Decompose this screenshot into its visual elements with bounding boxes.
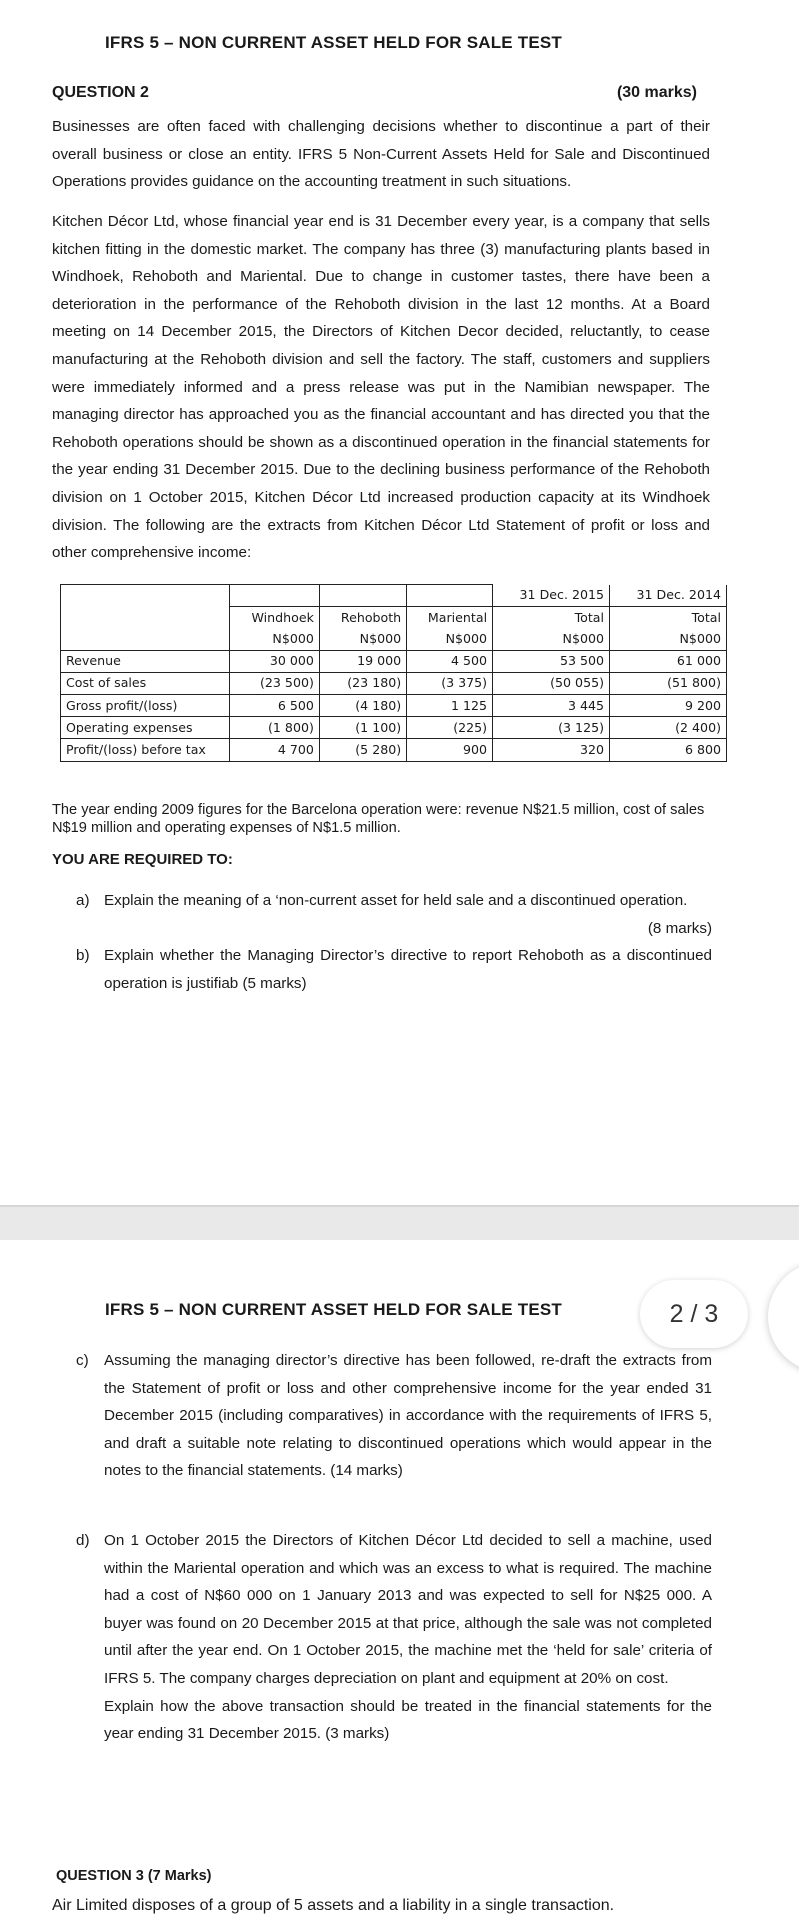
page-title: IFRS 5 – NON CURRENT ASSET HELD FOR SALE TEST (105, 33, 563, 52)
question-3-text: Air Limited disposes of a group of 5 assets and a liability in a single transaction. (52, 1897, 615, 1914)
page-indicator: 2 / 3 (640, 1280, 748, 1348)
table-cell-empty (319, 585, 406, 607)
table-cell-empty (61, 628, 230, 650)
row-label: Gross profit/(loss) (61, 694, 230, 716)
question-item-b (76, 942, 712, 997)
intro-paragraph: Businesses are often faced with challenging decisions whether to discontinue a part of their overall business or close an entity. IFRS 5 Non-Current Assets Held for Sale and Discontinued Operations provides guidance on the accounting treatment in such situations. (52, 118, 710, 191)
cell-total-2014: (51 800) (610, 672, 727, 694)
question-2-header (52, 84, 697, 102)
unit-total-2014: N$000 (610, 628, 727, 650)
page-separator (0, 1205, 799, 1242)
table-cell-empty (407, 585, 493, 607)
cell-windhoek: (23 500) (230, 672, 320, 694)
table-row (61, 717, 727, 739)
row-label: Revenue (61, 650, 230, 672)
item-marker: a) (76, 892, 90, 909)
cell-rehoboth: 19 000 (319, 650, 406, 672)
required-heading: YOU ARE REQUIRED TO: (52, 851, 233, 868)
cell-total-2014: 9 200 (610, 694, 727, 716)
unit-windhoek: N$000 (230, 628, 320, 650)
table-row-columns (61, 607, 727, 629)
cell-total-2015: (3 125) (493, 717, 610, 739)
item-a-marks: (8 marks) (647, 919, 712, 937)
table-cell-empty (61, 607, 230, 629)
question-item-c (76, 1347, 712, 1485)
item-c-text: Assuming the managing director’s directive has been followed, re-draft the extracts from the Statement of profit or loss and other comprehensive income for the year ended 31 December 2015 (including comparatives) in accordance with the requirements of IFRS 5, and draft a suitable note relating to discontinued operations which would appear in the notes to the financial statements. (14 marks) (104, 1352, 712, 1480)
question-marks: (30 marks) (616, 84, 697, 101)
page-title: IFRS 5 – NON CURRENT ASSET HELD FOR SALE TEST (105, 1300, 563, 1319)
col-mariental: Mariental (407, 607, 493, 629)
question-label: QUESTION 2 (52, 84, 149, 101)
cell-windhoek: 4 700 (230, 739, 320, 761)
table-cell-empty (230, 585, 320, 607)
unit-rehoboth: N$000 (319, 628, 406, 650)
table-row (61, 694, 727, 716)
cell-total-2015: 53 500 (493, 650, 610, 672)
table-row (61, 739, 727, 761)
cell-total-2014: 61 000 (610, 650, 727, 672)
question-3-heading: QUESTION 3 (7 Marks) (56, 1868, 212, 1884)
cell-mariental: (225) (407, 717, 493, 739)
row-label: Operating expenses (61, 717, 230, 739)
item-marker: b) (76, 947, 90, 964)
item-marker: c) (76, 1352, 89, 1369)
cell-total-2014: 6 800 (610, 739, 727, 761)
scenario-paragraph: Kitchen Décor Ltd, whose financial year end is 31 December every year, is a company that sells kitchen fitting in the domestic market. The company has three (3) manufacturing plants based in Windhoek, Rehoboth and Mariental. Due to change in customer tastes, there have been a deterioration in the performance of the Rehoboth division in the last 12 months. At a Board meeting on 14 December 2015, the Directors of Kitchen Decor decided, reluctantly, to cease manufacturing at the Rehoboth division and sell the factory. The staff, customers and suppliers were immediately informed and a press release was put in the Namibian newspaper. The managing director has approached you as the financial accountant and has directed you that the Rehoboth operations should be shown as a discontinued operation in the financial statements for the year ending 31 December 2015. Due to the declining business performance of the Rehoboth division on 1 October 2015, Kitchen Décor Ltd increased production capacity at its Windhoek division. The following are the extracts from Kitchen Décor Ltd Statement of profit or loss and other comprehensive income: (52, 213, 710, 562)
item-a-text: Explain the meaning of a ‘non-current asset for held sale and a discontinued operation. (104, 892, 688, 909)
cell-rehoboth: (1 100) (319, 717, 406, 739)
row-label: Cost of sales (61, 672, 230, 694)
cell-rehoboth: (23 180) (319, 672, 406, 694)
cell-total-2015: 320 (493, 739, 610, 761)
unit-mariental: N$000 (407, 628, 493, 650)
cell-windhoek: 6 500 (230, 694, 320, 716)
cell-rehoboth: (5 280) (319, 739, 406, 761)
question-item-d (76, 1527, 712, 1748)
question-item-a (76, 887, 712, 942)
financial-extract-table (60, 584, 727, 762)
cell-mariental: 900 (407, 739, 493, 761)
cell-rehoboth: (4 180) (319, 694, 406, 716)
cell-total-2014: (2 400) (610, 717, 727, 739)
col-total-2014: Total (610, 607, 727, 629)
table-row (61, 672, 727, 694)
item-marker: d) (76, 1532, 90, 1549)
cell-mariental: (3 375) (407, 672, 493, 694)
col-total-2015: Total (493, 607, 610, 629)
cell-total-2015: (50 055) (493, 672, 610, 694)
col-rehoboth: Rehoboth (319, 607, 406, 629)
item-d-text-2: Explain how the above transaction should be treated in the financial statements for the year ending 31 December 2015. (3 marks) (104, 1697, 712, 1743)
period-2014: 31 Dec. 2014 (610, 585, 727, 607)
period-2015: 31 Dec. 2015 (493, 585, 610, 607)
col-windhoek: Windhoek (230, 607, 320, 629)
cell-mariental: 4 500 (407, 650, 493, 672)
unit-total-2015: N$000 (493, 628, 610, 650)
table-cell-empty (61, 585, 230, 607)
cell-total-2015: 3 445 (493, 694, 610, 716)
cell-windhoek: 30 000 (230, 650, 320, 672)
table-row-units (61, 628, 727, 650)
row-label: Profit/(loss) before tax (61, 739, 230, 761)
cell-windhoek: (1 800) (230, 717, 320, 739)
table-row (61, 650, 727, 672)
barcelona-note: The year ending 2009 figures for the Barcelona operation were: revenue N$21.5 million, cost of sales N$19 million and operating expenses of N$1.5 million. (52, 802, 705, 836)
table-row-periods (61, 585, 727, 607)
cell-mariental: 1 125 (407, 694, 493, 716)
item-b-text: Explain whether the Managing Director’s directive to report Rehoboth as a discontinued operation is justifiab (5 marks) (104, 947, 712, 992)
item-d-text: On 1 October 2015 the Directors of Kitchen Décor Ltd decided to sell a machine, used within the Mariental operation and which was an excess to what is required. The machine had a cost of N$60 000 on 1 January 2013 and was expected to sell for N$25 000. A buyer was found on 20 December 2015 at that price, although the sale was not completed until after the year end. On 1 October 2015, the machine met the ‘held for sale’ criteria of IFRS 5. The company charges depreciation on plant and equipment at 20% on cost. (104, 1532, 712, 1687)
